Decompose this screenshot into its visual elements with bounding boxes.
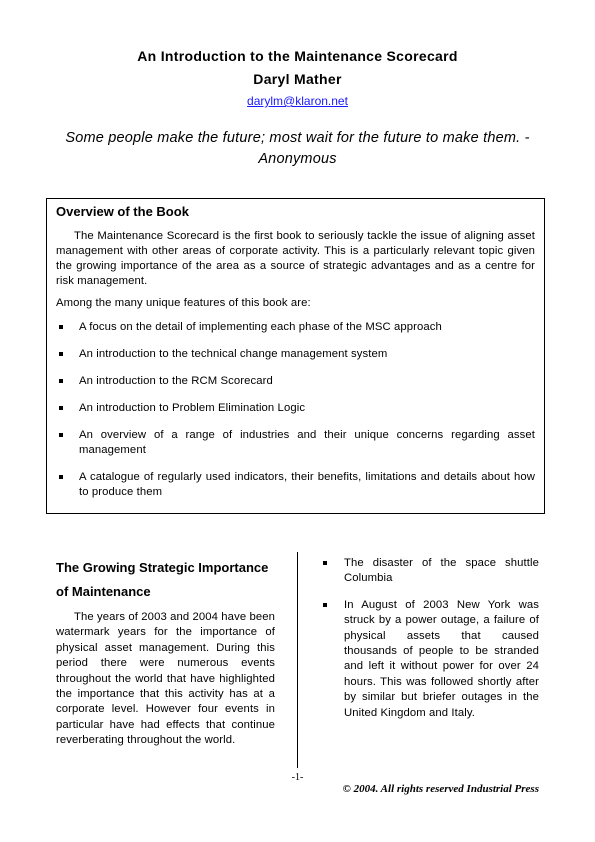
right-column: [320, 556, 539, 732]
left-column: [56, 556, 275, 749]
page-number: -1-: [291, 772, 304, 783]
list-item-text: In August of 2003 New York was struck by a power outage, a failure of physical assets that caused thousands of people to be stranded and left it without power for over 24 hours. This was followed shortly after by similar but briefer outages in the United Kingdom and Italy.: [344, 598, 539, 719]
section-paragraph: The years of 2003 and 2004 have been watermark years for the importance of physical asset management. During this period there were numerous events throughout the world that have highlighted the importance that this activity has at a corporate level. However four events in particular have had effects that continue reverberating throughout the world.: [56, 611, 275, 747]
overview-box: [46, 198, 545, 514]
list-item-text: An introduction to Problem Elimination Logic: [79, 402, 306, 414]
list-item-text: A catalogue of regularly used indicators, their benefits, limitations and details about how to produce them: [79, 471, 535, 498]
document-title: An Introduction to the Maintenance Scorecard: [137, 48, 458, 64]
list-item-text: An introduction to the RCM Scorecard: [79, 375, 273, 387]
list-item: [56, 320, 535, 335]
email-link[interactable]: darylm@klaron.net: [247, 94, 348, 108]
features-lead: Among the many unique features of this book are:: [56, 297, 311, 309]
bullet-square-icon: [323, 561, 327, 565]
overview-heading: Overview of the Book: [56, 204, 189, 219]
bullet-square-icon: [59, 379, 63, 383]
list-item-text: An overview of a range of industries and their unique concerns regarding asset management: [79, 429, 535, 456]
list-item: [320, 598, 539, 721]
bullet-square-icon: [59, 475, 63, 479]
bullet-square-icon: [59, 325, 63, 329]
author-name: Daryl Mather: [253, 71, 342, 87]
list-item: [56, 428, 535, 458]
overview-paragraph: The Maintenance Scorecard is the first book to seriously tackle the issue of aligning asset management with other areas of corporate activity. This is a particularly relevant topic given the growing importance of the area as a source of strategic advantages and as a centre for risk management.: [56, 230, 535, 287]
feature-list: [56, 320, 535, 500]
event-list: [320, 556, 539, 721]
copyright-notice: © 2004. All rights reserved Industrial Press: [342, 783, 539, 795]
list-item: [56, 347, 535, 362]
bullet-square-icon: [59, 433, 63, 437]
bullet-square-icon: [323, 603, 327, 607]
list-item: [56, 470, 535, 500]
author-email: [0, 94, 595, 108]
bullet-square-icon: [59, 352, 63, 356]
bullet-square-icon: [59, 406, 63, 410]
list-item-text: The disaster of the space shuttle Columbia: [344, 557, 539, 585]
list-item-text: A focus on the detail of implementing each phase of the MSC approach: [79, 321, 442, 333]
list-item: [320, 556, 539, 587]
list-item: [56, 374, 535, 389]
list-item-text: An introduction to the technical change management system: [79, 348, 388, 360]
list-item: [56, 401, 535, 416]
column-divider: [297, 552, 298, 768]
section-heading: The Growing Strategic Importance of Maintenance: [56, 560, 269, 599]
epigraph-quote: Some people make the future; most wait for the future to make them. - Anonymous: [65, 130, 530, 167]
